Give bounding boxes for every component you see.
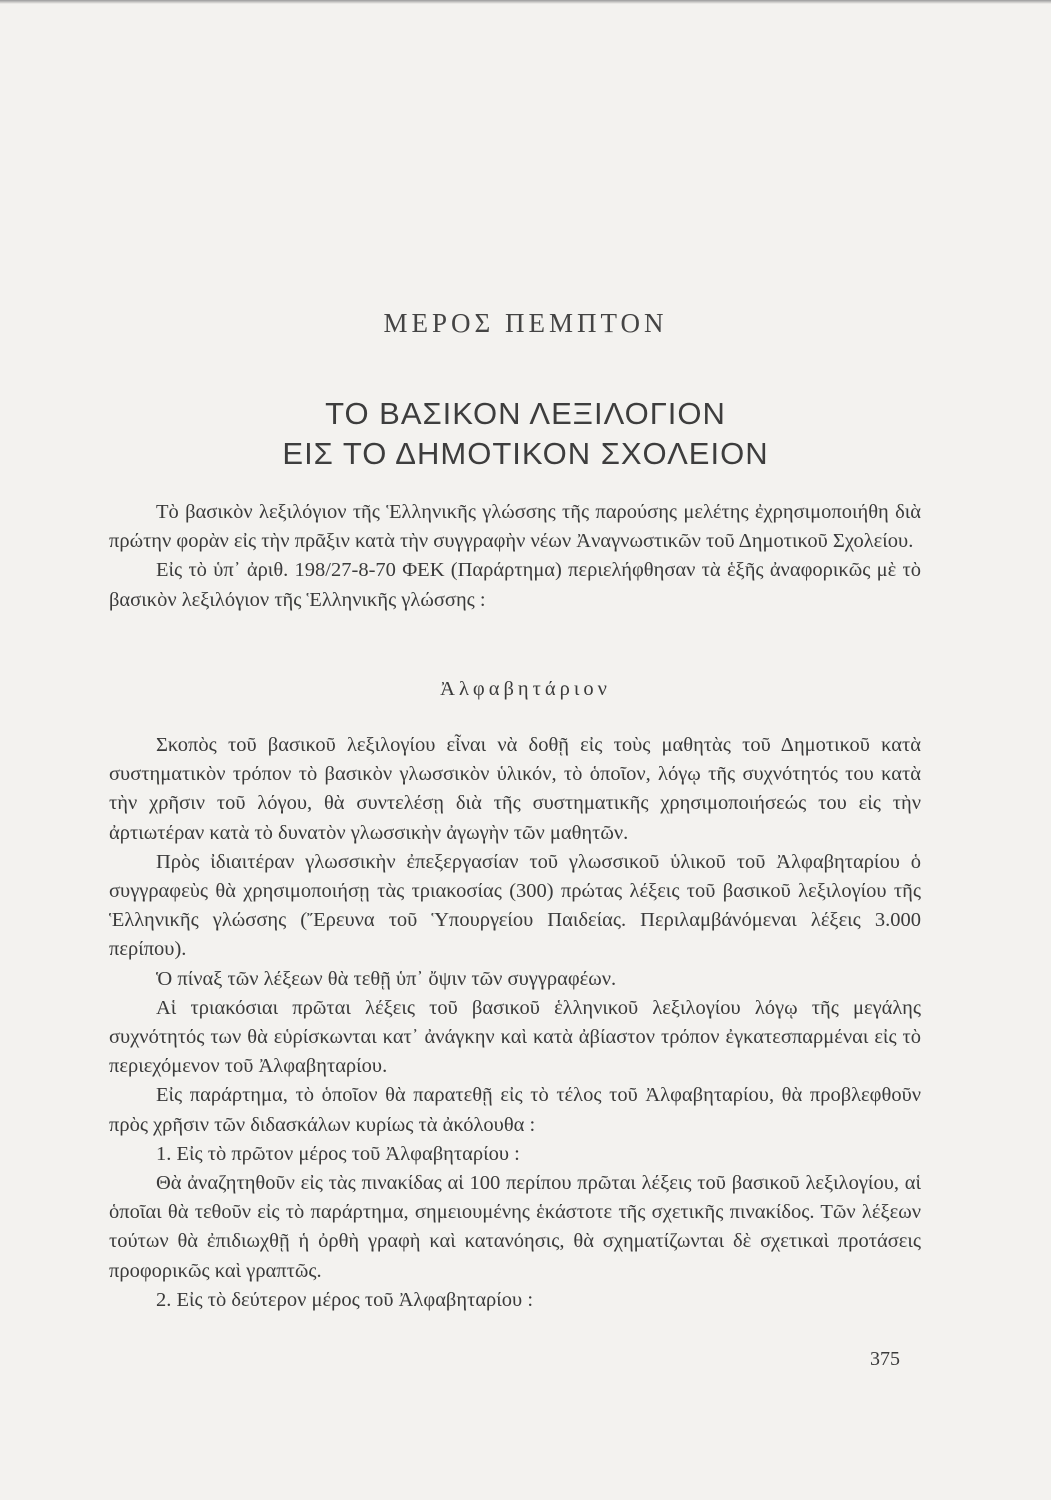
body-paragraph-5: Εἰς παράρτημα, τὸ ὁποῖον θὰ παρατεθῇ εἰς τὸ τέλος τοῦ Ἀλφαβηταρίου, θὰ προβλεφθοῦν πρὸς χρῆσιν τῶν διδασκάλων κυρίως τὰ ἀκόλουθα : <box>109 1084 921 1136</box>
body-paragraph-3: Ὁ πίναξ τῶν λέξεων θὰ τεθῇ ὑπ᾿ ὄψιν τῶν συγγραφέων. <box>156 967 617 990</box>
body-paragraph-1: Σκοπὸς τοῦ βασικοῦ λεξιλογίου εἶναι νὰ δοθῇ εἰς τοὺς μαθητὰς τοῦ Δημοτικοῦ κατὰ συστηματικὸν τρόπον τὸ βασικὸν γλωσσικὸν ὑλικόν, τὸ ὁποῖον, λόγῳ τῆς συχνότητός του κατὰ τὴν χρῆσιν τοῦ λόγου, θὰ συντελέσῃ διὰ τῆς συστηματικῆς χρησιμοποιήσεώς του εἰς τὴν ἀρτιωτέραν κατὰ τὸ δυνατὸν γλωσσικὴν ἀγωγὴν τῶν μαθητῶν. <box>109 734 921 844</box>
subheading-alfavitarion: Ἀλφαβητάριον <box>440 678 611 700</box>
list-item-1: 1. Εἰς τὸ πρῶτον μέρος τοῦ Ἀλφαβηταρίου : <box>156 1142 520 1165</box>
intro-text <box>109 498 921 615</box>
page-number: 375 <box>870 1348 900 1370</box>
list-item-2: 2. Εἰς τὸ δεύτερον μέρος τοῦ Ἀλφαβηταρίου : <box>156 1288 534 1311</box>
page-top-edge <box>0 0 1051 4</box>
main-text <box>109 731 921 1315</box>
body-paragraph-2: Πρὸς ἰδιαιτέραν γλωσσικὴν ἐπεξεργασίαν τοῦ γλωσσικοῦ ὑλικοῦ τοῦ Ἀλφαβηταρίου ὁ συγγραφεὺς θὰ χρησιμοποιήσῃ τὰς τριακοσίας (300) πρώτας λέξεις τοῦ βασικοῦ λεξιλογίου τῆς Ἑλληνικῆς γλώσσης (Ἔρευνα τοῦ Ὑπουργείου Παιδείας. Περιλαμβάνόμεναι λέξεις 3.000 περίπου). <box>109 850 921 961</box>
intro-paragraph-2: Εἰς τὸ ὑπ᾿ ἀριθ. 198/27-8-70 ΦΕΚ (Παράρτημα) περιελήφθησαν τὰ ἑξῆς ἀναφορικῶς μὲ τὸ βασικὸν λεξιλόγιον τῆς Ἑλληνικῆς γλώσσης : <box>109 559 921 611</box>
chapter-title-line-2: ΕΙΣ ΤΟ ΔΗΜΟΤΙΚΟΝ ΣΧΟΛΕΙΟΝ <box>282 436 769 471</box>
intro-paragraph-1: Τὸ βασικὸν λεξιλόγιον τῆς Ἑλληνικῆς γλώσσης τῆς παρούσης μελέτης ἐχρησιμοποιήθη διὰ πρώτην φορὰν εἰς τὴν πρᾶξιν κατὰ τὴν συγγραφὴν νέων Ἀναγνωστικῶν τοῦ Δημοτικοῦ Σχολείου. <box>109 501 921 553</box>
section-label: ΜΕΡΟΣ ΠΕΜΠΤΟΝ <box>383 308 668 338</box>
body-paragraph-6: Θὰ ἀναζητηθοῦν εἰς τὰς πινακίδας αἱ 100 περίπου πρῶται λέξεις τοῦ βασικοῦ λεξιλογίου, αἱ ὁποῖαι θὰ τεθοῦν εἰς τὸ παράρτημα, σημειουμένης ἑκάστοτε τῆς σχετικῆς πινακίδος. Τῶν λέξεων τούτων θὰ ἐπιδιωχθῇ ἡ ὀρθὴ γραφὴ καὶ κατανόησις, θὰ σχηματίζωνται δὲ σχετικαὶ προτάσεις προφορικῶς καὶ γραπτῶς. <box>109 1172 921 1282</box>
body-paragraph-4: Αἱ τριακόσιαι πρῶται λέξεις τοῦ βασικοῦ ἑλληνικοῦ λεξιλογίου λόγῳ τῆς μεγάλης συχνότητός των θὰ εὑρίσκωνται κατ᾿ ἀνάγκην καὶ κατὰ ἀβίαστον τρόπον ἐγκατεσπαρμέναι εἰς τὸ περιεχόμενον τοῦ Ἀλφαβηταρίου. <box>109 996 921 1078</box>
chapter-title-line-1: ΤΟ ΒΑΣΙΚΟΝ ΛΕΞΙΛΟΓΙΟΝ <box>325 396 726 431</box>
